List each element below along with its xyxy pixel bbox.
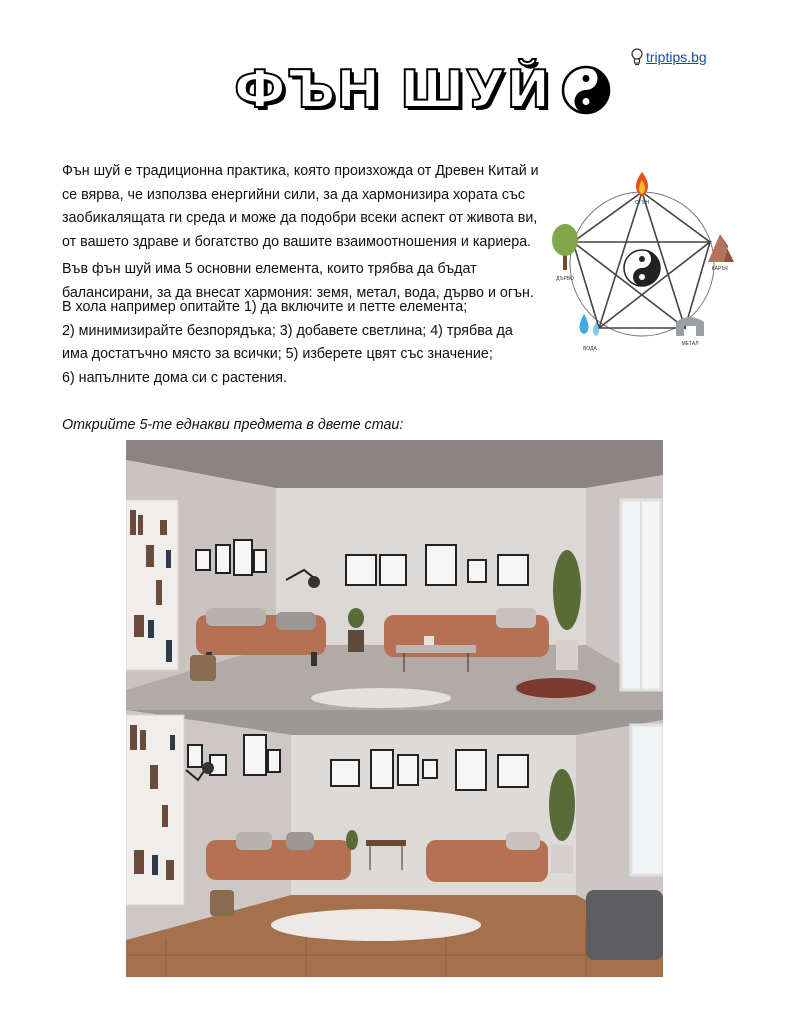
intro-text [62,160,542,310]
tip-line: 2) минимизирайте безпорядъка; 3) добавете светлина; 4) трябва да [62,322,513,339]
metal-icon [676,317,704,336]
element-label-earth: КАРЪК [711,266,729,272]
tip-line: В хола например опитайте 1) да включите и петте елемента; [62,299,468,315]
element-label-metal: МЕТАЛ [681,341,699,347]
center-yin-yang-icon [624,250,660,286]
lightbulb-icon [630,48,644,66]
page-title: ФЪН ШУЙ [234,60,551,120]
top-room-image [126,440,663,710]
tip-line: има достатъчно място за всички; 5) изберете цвят със значение; [62,346,493,363]
bottom-room-image [126,710,663,977]
task-instruction: Открийте 5-те еднакви предмета в двете стаи: [62,417,404,433]
page-header [234,60,611,120]
element-label-wood: ДЪРВО [556,276,574,282]
yin-yang-icon [561,65,611,115]
element-label-fire: ОГЪН [634,200,650,206]
fire-icon [636,172,648,196]
spot-the-difference-image [126,440,663,977]
living-room-tips [62,296,542,390]
tree-icon [552,224,578,270]
tip-line: 6) напълните дома си с растения. [62,369,288,386]
intro-paragraph-1: Фън шуй е традиционна практика, която произхожда от Древен Китай и се вярва, че използва енергийни сили, за да хармонизира хората със заобикалящата ги среда и може да подобри всеки аспект от живота ви, от вашето здраве и богатство до вашите взаимоотношения и кариера. [62,163,539,250]
brand [630,48,707,66]
intro-paragraph-2: Във фън шуй има 5 основни елемента, които трябва да бъдат балансирани, за да внесат хармония: земя, метал, вода, дърво и огън. [62,261,534,301]
five-elements-diagram [540,160,745,360]
brand-link[interactable]: triptips.bg [646,49,707,65]
element-label-water: ВОДА [583,346,597,352]
